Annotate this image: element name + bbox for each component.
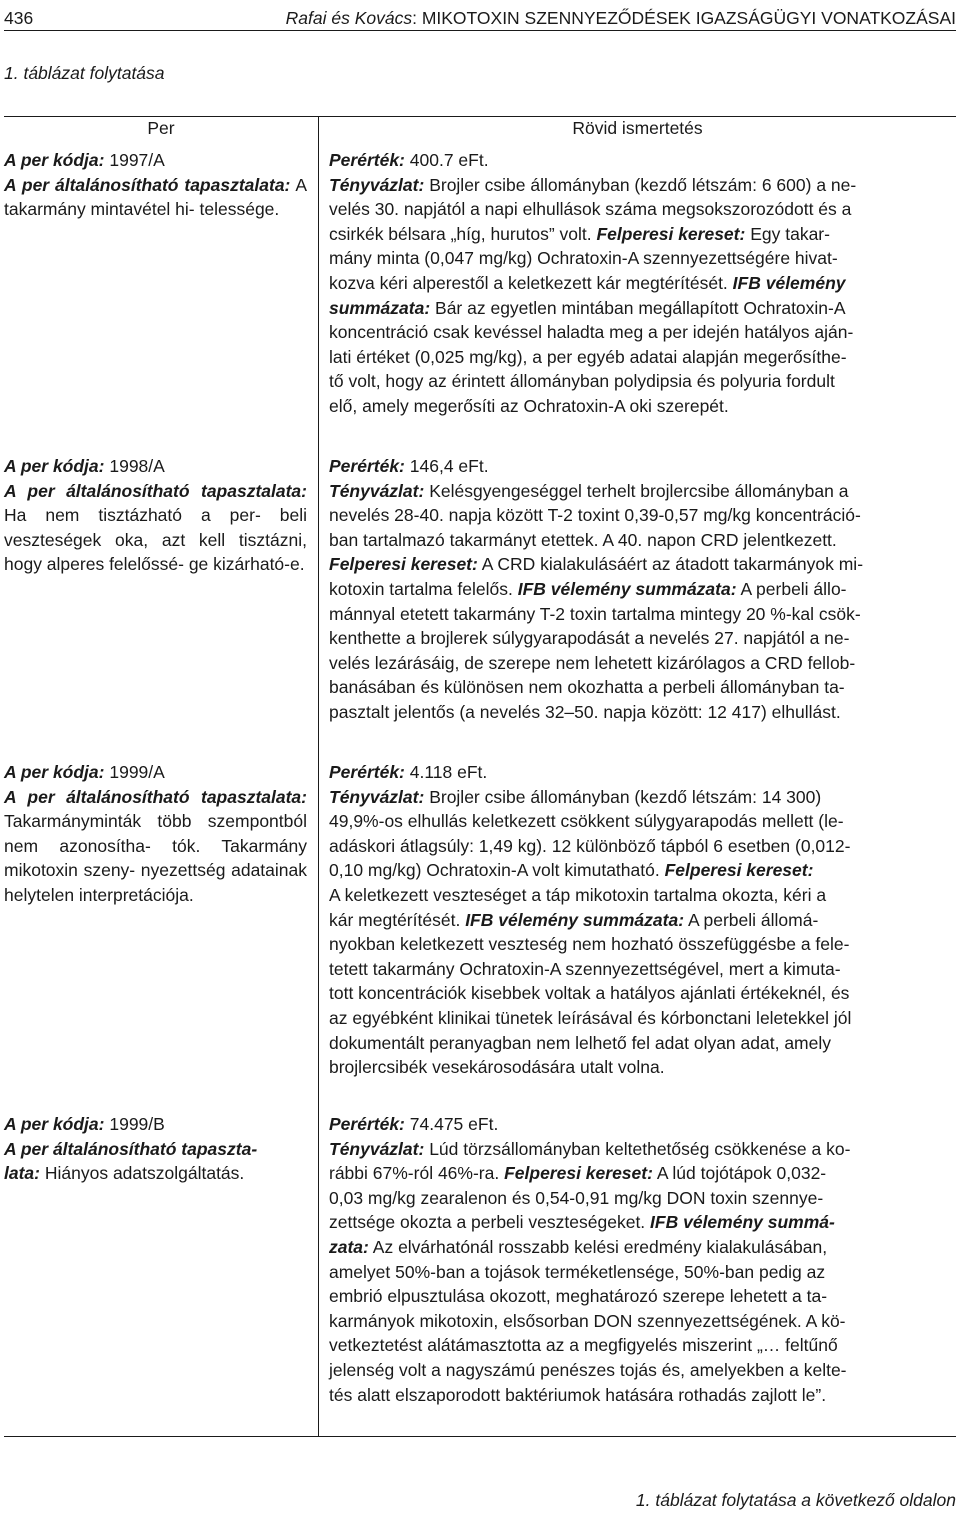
summary-text: embrió elpusztulása okozott, meghatározó szerepe lehetett a ta- [329, 1286, 828, 1307]
case-code-value: 1999/A [109, 762, 165, 782]
value-amount: 146,4 eFt. [409, 456, 489, 476]
summary-text: tés alatt elszaporodott baktériumok hatására rothadás zajlott le”. [329, 1384, 827, 1405]
summary-text: pasztalt jelentős (a nevelés 32–50. napja között: 12 417) elhullást. [329, 701, 841, 722]
summary-text: az egyébként klinikai tünetek leírásával és kórbonctani leletekkel jól [329, 1007, 852, 1028]
value-amount: 400.7 eFt. [409, 150, 489, 170]
value-label: Perérték: [329, 456, 405, 476]
case-code-value: 1998/A [109, 456, 165, 476]
ifb-label-cont: zata: [329, 1236, 369, 1257]
summary-text: 0,10 mg/kg) Ochratoxin-A volt kimutatható. [329, 860, 660, 881]
case-general-text: Ha nem tisztázható a per- beli veszteségek oka, azt kell tisztázni, hogy alperes felelőssé- ge kizárható-e. [4, 505, 307, 575]
case-code-label: A per kódja: [4, 1114, 105, 1134]
column-header-summary: Rövid ismertetés [572, 118, 703, 138]
summary-text: velés 30. napjától a napi elhullások száma megsokszorozódott és a [329, 199, 852, 220]
column-header-per: Per [147, 118, 175, 138]
case-code-value: 1999/B [109, 1114, 165, 1134]
summary-text: 0,03 mg/kg zearalenon és 0,54-0,91 mg/kg DON toxin szennye- [329, 1187, 824, 1208]
summary-text: Brojler csibe állományban (kezdő létszám: 14 300) [429, 786, 822, 807]
summary-text: Kelésgyengeséggel terhelt brojlercsibe állományban a [429, 480, 849, 501]
summary-text: dokumentált peranyagban nem lelhető fel adat olyan adat, amely [329, 1032, 831, 1053]
running-title-authors: Rafai és Kovács [285, 8, 413, 28]
summary-text: A keletkezett veszteséget a táp mikotoxin tartalma okozta, kéri a [329, 884, 827, 905]
summary-text: nyokban keletkezett veszteség nem hozható összefüggésbe a fele- [329, 934, 850, 955]
case-code-label: A per kódja: [4, 762, 105, 782]
running-title-text: : MIKOTOXIN SZENNYEZŐDÉSEK IGAZSÁGÜGYI VONATKOZÁSAI [412, 8, 956, 28]
summary-text: mány minta (0,047 mg/kg) Ochratoxin-A szennyezettségére hivat- [329, 248, 838, 269]
summary-text: Lúd törzsállományban keltethetőség csökkenése a ko- [429, 1138, 851, 1159]
summary-text: koncentráció csak kevéssel haladta meg a per idején hatályos aján- [329, 322, 854, 343]
summary-text: tő volt, hogy az érintett állományban polydipsia és polyuria fordult [329, 371, 835, 392]
summary-text: banásában és különösen nem okozhatta a perbeli állományban ta- [329, 677, 845, 698]
summary-text: velés lezárásáig, de szerepe nem lehetett kizárólagos a CRD fellob- [329, 652, 856, 673]
ifb-label: IFB vélemény summá- [650, 1212, 835, 1233]
summary-text: jelenség volt a nagyszámú penészes tojás és, amelyekben a kelte- [329, 1359, 847, 1380]
case-cell-1998a [4, 454, 307, 577]
summary-cell-1998a [329, 454, 956, 725]
summary-text: A lúd tojótápok 0,032- [656, 1163, 827, 1184]
summary-text: kozva kéri alperestől a keletkezett kár megtérítését. [329, 272, 728, 293]
summary-text: elő, amely megerősíti az Ochratoxin-A oki szerepét. [329, 395, 729, 416]
column-divider [318, 116, 319, 1436]
value-label: Perérték: [329, 150, 405, 170]
case-general-label-cont: lata: [4, 1163, 40, 1184]
facts-label: Tényvázlat: [329, 786, 425, 807]
summary-text: nevelés 28-40. napja között T-2 toxint 0,39-0,57 mg/kg koncentráció- [329, 505, 861, 526]
summary-text: zettsége okozta a perbeli veszteségeket. [329, 1212, 646, 1233]
page-number: 436 [4, 8, 34, 28]
summary-text: A perbeli állo- [740, 578, 847, 599]
summary-text: kotoxin tartalma felelős. [329, 578, 513, 599]
claim-label: Felperesi kereset: [504, 1163, 653, 1184]
summary-cell-1999a [329, 760, 956, 1080]
case-general-text: Hiányos adatszolgáltatás. [44, 1163, 245, 1184]
summary-text: mánnyal etetett takarmány T-2 toxin tartalma mintegy 20 %-kal csök- [329, 603, 861, 624]
summary-text: Bár az egyetlen mintában megállapított Ochratoxin-A [435, 297, 846, 318]
summary-text: karmányok mikotoxin, elsősorban DON szennyezettségének. A kö- [329, 1310, 846, 1331]
summary-text: A CRD kialakulásáért az átadott takarmányok mi- [481, 554, 864, 575]
table-continuation-footer: 1. táblázat folytatása a következő oldalon [635, 1490, 956, 1510]
claim-label: Felperesi kereset: [329, 554, 478, 575]
summary-text: rábbi 67%-ról 46%-ra. [329, 1163, 500, 1184]
summary-cell-1997a [329, 148, 956, 419]
case-cell-1999a [4, 760, 307, 908]
summary-cell-1999b [329, 1112, 956, 1407]
facts-label: Tényvázlat: [329, 174, 425, 195]
summary-text: 49,9%-os elhullás keletkezett csökkent súlygyarapodás mellett (le- [329, 811, 844, 832]
value-label: Perérték: [329, 1114, 405, 1134]
value-amount: 4.118 eFt. [409, 762, 488, 782]
case-code-label: A per kódja: [4, 456, 105, 476]
page-header [4, 6, 956, 31]
summary-text: kár megtérítését. [329, 909, 461, 930]
case-general-label: A per általánosítható tapaszta- [4, 1138, 258, 1159]
claim-label: Felperesi kereset: [664, 860, 814, 881]
summary-text: Egy takar- [750, 223, 830, 244]
claim-label: Felperesi kereset: [596, 223, 746, 244]
summary-text: Brojler csibe állományban (kezdő létszám: 6 600) a ne- [429, 174, 857, 195]
facts-label: Tényvázlat: [329, 480, 425, 501]
summary-text: tott koncentrációk kisebbek voltak a hatályos ajánlati értékeknél, és [329, 983, 850, 1004]
ifb-label: IFB vélemény [732, 272, 846, 293]
summary-text: brojlercsibék vesekárosodására utalt volna. [329, 1057, 665, 1078]
case-general-label: A per általánosítható tapasztalata: [4, 786, 307, 807]
case-general-text: A takarmány mintavétel hi- telessége. [4, 174, 307, 220]
table-bottom-rule [4, 1436, 956, 1437]
value-label: Perérték: [329, 762, 405, 782]
summary-text: csirkék bélsara „híg, hurutos” volt. [329, 223, 592, 244]
case-cell-1997a [4, 148, 307, 222]
value-amount: 74.475 eFt. [409, 1114, 499, 1134]
ifb-label: IFB vélemény summázata: [517, 578, 737, 599]
ifb-label: IFB vélemény summázata: [465, 909, 685, 930]
summary-text: kenthette a brojlerek súlygyarapodását a nevelés 27. napjától a ne- [329, 628, 850, 649]
case-general-label: A per általánosítható tapasztalata: [4, 480, 307, 501]
table-continuation-title: 1. táblázat folytatása [4, 63, 165, 83]
case-cell-1999b [4, 1112, 307, 1186]
case-general-label: A per általánosítható tapasztalata: [4, 174, 291, 195]
running-title [286, 6, 956, 30]
case-general-text: Takarmányminták több szempontból nem azonosítha- tók. Takarmány mikotoxin szeny- nyezettség adatainak helytelen interpretációja. [4, 811, 307, 905]
summary-text: Az elvárhatónál rosszabb kelési eredmény kialakulásában, [372, 1236, 828, 1257]
summary-text: amelyet 50%-ban a tojások terméketlensége, 50%-ban pedig az [329, 1261, 826, 1282]
summary-text: vetkeztetést alátámasztotta az a megfigyelés miszerint „… feltűnő [329, 1335, 838, 1356]
summary-text: tetett takarmány Ochratoxin-A szennyezettségével, mert a kimuta- [329, 958, 841, 979]
summary-text: A perbeli állomá- [687, 909, 819, 930]
summary-text: ban tartalmazó takarmányt etettek. A 40. napon CRD jelentkezett. [329, 529, 837, 550]
summary-text: lati értéket (0,025 mg/kg), a per egyéb adatai alapján megerősíthe- [329, 346, 847, 367]
case-code-value: 1997/A [109, 150, 165, 170]
ifb-label-cont: summázata: [329, 297, 431, 318]
summary-text: adáskori átlagsúly: 1,49 kg). 12 különböző tápból 6 esetben (0,012- [329, 835, 851, 856]
case-code-label: A per kódja: [4, 150, 105, 170]
facts-label: Tényvázlat: [329, 1138, 425, 1159]
